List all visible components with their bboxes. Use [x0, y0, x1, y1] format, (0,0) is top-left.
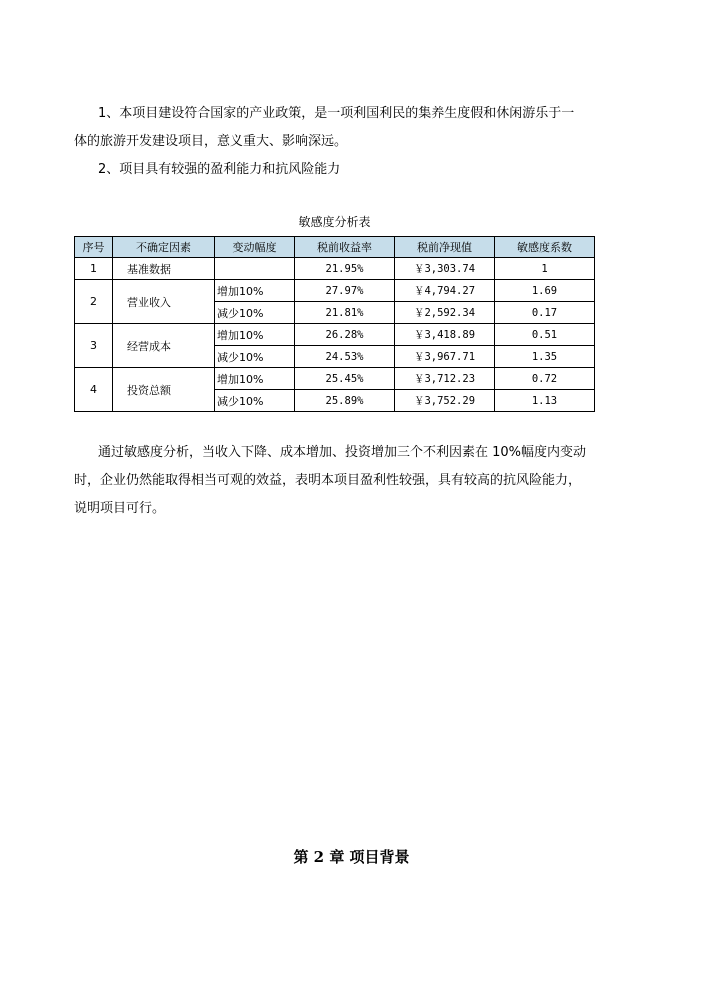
cell-no: 1 [75, 258, 113, 280]
cell-change: 减少10% [215, 390, 295, 412]
cell-factor: 营业收入 [113, 280, 215, 324]
paragraph-2: 2、项目具有较强的盈利能力和抗风险能力 [98, 162, 341, 177]
cell-change: 增加10% [215, 324, 295, 346]
header-irr: 税前收益率 [295, 237, 395, 258]
cell-npv: ￥3,752.29 [395, 390, 495, 412]
cell-coef: 1.69 [495, 280, 595, 302]
cell-coef: 0.72 [495, 368, 595, 390]
paragraph-3-line-1: 通过敏感度分析，当收入下降、成本增加、投资增加三个不利因素在 10%幅度内变动 [98, 445, 587, 460]
cell-irr: 27.97% [295, 280, 395, 302]
header-no: 序号 [75, 237, 113, 258]
cell-factor: 基准数据 [113, 258, 215, 280]
table-row [75, 324, 595, 346]
sensitivity-table [74, 236, 595, 412]
table-header-row [75, 237, 595, 258]
cell-npv: ￥3,712.23 [395, 368, 495, 390]
cell-irr: 25.45% [295, 368, 395, 390]
table-row [75, 368, 595, 390]
cell-coef: 1.35 [495, 346, 595, 368]
table-row [75, 258, 595, 280]
table-caption: 敏感度分析表 [298, 215, 371, 229]
cell-coef: 0.17 [495, 302, 595, 324]
cell-change: 增加10% [215, 280, 295, 302]
paragraph-1-line-1: 1、本项目建设符合国家的产业政策，是一项利国利民的集养生度假和休闲游乐于一 [98, 106, 575, 121]
header-coef: 敏感度系数 [495, 237, 595, 258]
paragraph-1-line-2: 体的旅游开发建设项目，意义重大、影响深远。 [74, 134, 348, 149]
table-row [75, 280, 595, 302]
cell-change [215, 258, 295, 280]
cell-irr: 26.28% [295, 324, 395, 346]
cell-npv: ￥3,967.71 [395, 346, 495, 368]
cell-coef: 1 [495, 258, 595, 280]
cell-change: 增加10% [215, 368, 295, 390]
cell-npv: ￥3,303.74 [395, 258, 495, 280]
cell-npv: ￥3,418.89 [395, 324, 495, 346]
header-change: 变动幅度 [215, 237, 295, 258]
cell-irr: 21.81% [295, 302, 395, 324]
header-factor: 不确定因素 [113, 237, 215, 258]
cell-no: 3 [75, 324, 113, 368]
paragraph-3-line-2: 时，企业仍然能取得相当可观的效益，表明本项目盈利性较强，具有较高的抗风险能力， [74, 473, 582, 488]
chapter-title: 第 2 章 项目背景 [293, 848, 410, 866]
paragraph-3-line-3: 说明项目可行。 [74, 501, 166, 516]
cell-irr: 25.89% [295, 390, 395, 412]
cell-coef: 0.51 [495, 324, 595, 346]
header-npv: 税前净现值 [395, 237, 495, 258]
cell-change: 减少10% [215, 302, 295, 324]
cell-npv: ￥2,592.34 [395, 302, 495, 324]
cell-irr: 21.95% [295, 258, 395, 280]
cell-factor: 投资总额 [113, 368, 215, 412]
cell-no: 4 [75, 368, 113, 412]
cell-factor: 经营成本 [113, 324, 215, 368]
cell-npv: ￥4,794.27 [395, 280, 495, 302]
cell-coef: 1.13 [495, 390, 595, 412]
cell-irr: 24.53% [295, 346, 395, 368]
cell-change: 减少10% [215, 346, 295, 368]
cell-no: 2 [75, 280, 113, 324]
